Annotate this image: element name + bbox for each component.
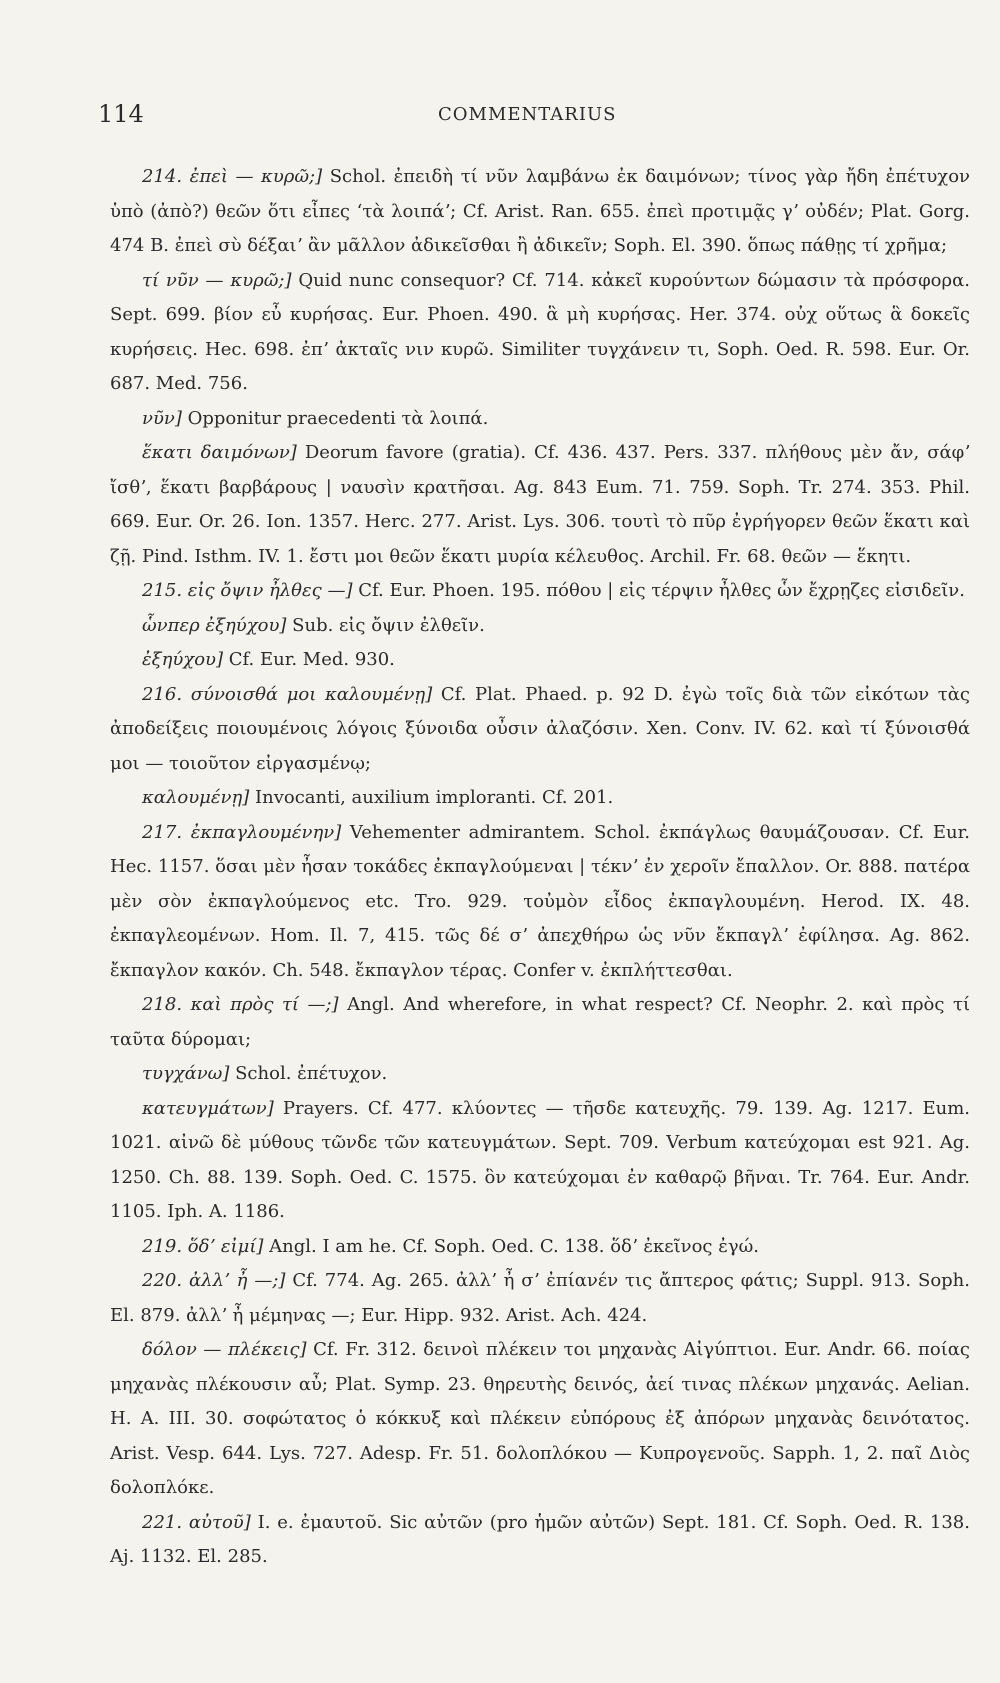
note-215-hon xyxy=(110,609,970,644)
note-lemma: 217. ἐκπαγλουμένην] xyxy=(142,821,342,843)
note-text: Invocanti, auxilium imploranti. Cf. 201. xyxy=(249,787,614,808)
note-text: Prayers. Cf. 477. κλύοντες — τῆσδε κατευχῆς. 79. 139. Ag. 1217. Eum. 1021. αἰνῶ δὲ μύθους τῶνδε τῶν κατευγμάτων. Sept. 709. Verbum κατεύχομαι est 921. Ag. 1250. Ch. 88. 139. Soph. Oed. C. 1575. ὃν κατεύχομαι ἐν καθαρῷ βῆναι. Tr. 764. Eur. Andr. 1105. Iph. A. 1186. xyxy=(110,1097,970,1222)
note-text: Sub. εἰς ὄψιν ἐλθεῖν. xyxy=(286,614,485,636)
commentary-body xyxy=(110,160,970,1575)
note-lemma: 219. ὅδʼ εἰμί] xyxy=(142,1235,264,1257)
note-text: Cf. Eur. Phoen. 195. πόθου | εἰς τέρψιν ἦλθες ὧν ἔχρῃζες εἰσιδεῖν. xyxy=(352,580,965,601)
note-215 xyxy=(110,574,970,609)
note-text: Quid nunc consequor? Cf. 714. κἀκεῖ κυρούντων δώμασιν τὰ πρόσφορα. Sept. 699. βίον εὖ κυρήσας. Eur. Phoen. 490. ἃ μὴ κυρήσας. Her. 374. οὐχ οὕτως ἃ δοκεῖς κυρήσεις. Hec. 698. ἐπʼ ἀκταῖς νιν κυρῶ. Similiter τυγχάνειν τι, Soph. Oed. R. 598. Eur. Or. 687. Med. 756. xyxy=(110,269,970,394)
note-lemma: δόλον — πλέκεις] xyxy=(142,1339,307,1360)
note-218 xyxy=(110,988,970,1057)
note-217 xyxy=(110,816,970,989)
note-214-tinyn xyxy=(110,264,970,402)
note-214 xyxy=(110,160,970,264)
note-215-exeuchou xyxy=(110,643,970,678)
note-text: Schol. ἐπέτυχον. xyxy=(229,1063,388,1084)
note-214-hekati xyxy=(110,436,970,574)
note-lemma: κατευγμάτων] xyxy=(142,1097,274,1119)
note-lemma: 220. ἀλλʼ ἦ —;] xyxy=(142,1270,286,1291)
note-lemma: 221. αὐτοῦ] xyxy=(142,1511,251,1533)
page-number: 114 xyxy=(98,100,144,128)
note-220-dolon xyxy=(110,1333,970,1506)
note-text: Cf. Fr. 312. δεινοὶ πλέκειν τοι μηχανὰς Αἰγύπτιοι. Eur. Andr. 66. ποίας μηχανὰς πλέκουσιν αὖ; Plat. Symp. 23. θηρευτὴς δεινός, ἀεί τινας πλέκων μηχανάς. Aelian. H. A. III. 30. σοφώτατος ὁ κόκκυξ καὶ πλέκειν εὐπόρους ἐξ ἀπόρων μηχανὰς δεινότατος. Arist. Vesp. 644. Lys. 727. Adesp. Fr. 51. δολοπλόκου — Κυπρογενοῦς. Sapph. 1, 2. παῖ Διὸς δολοπλόκε. xyxy=(110,1339,971,1498)
note-text: Opponitur praecedenti τὰ λοιπά. xyxy=(181,407,489,429)
note-lemma: τί νῦν — κυρῶ;] xyxy=(142,269,292,291)
note-216 xyxy=(110,678,970,782)
note-lemma: νῦν] xyxy=(142,407,182,429)
note-text: Schol. ἐπειδὴ τί νῦν λαμβάνω ἐκ δαιμόνων; τίνος γὰρ ἤδη ἐπέτυχον ὑπὸ (ἀπὸ?) θεῶν ὅτι εἶπες ʻτὰ λοιπάʼ; Cf. Arist. Ran. 655. ἐπεὶ προτιμᾷς γʼ οὐδέν; Plat. Gorg. 474 B. ἐπεὶ σὺ δέξαιʼ ἂν μᾶλλον ἀδικεῖσθαι ἢ ἀδικεῖν; Soph. El. 390. ὅπως πάθῃς τί χρῆμα; xyxy=(110,166,970,256)
note-lemma: ὧνπερ ἐξηύχου] xyxy=(142,614,287,636)
note-lemma: τυγχάνω] xyxy=(142,1063,230,1084)
note-text: I. e. ἐμαυτοῦ. Sic αὐτῶν (pro ἡμῶν αὐτῶν) Sept. 181. Cf. Soph. Oed. R. 138. Aj. 1132. El. 285. xyxy=(110,1511,970,1567)
note-lemma: 214. ἐπεὶ — κυρῶ;] xyxy=(142,166,323,187)
note-214-nyn xyxy=(110,402,970,437)
page-header xyxy=(98,100,1000,130)
note-text: Cf. 774. Ag. 265. ἀλλʼ ἦ σʼ ἐπίανέν τις ἄπτερος φάτις; Suppl. 913. Soph. El. 879. ἀλλʼ ἦ μέμηνας —; Eur. Hipp. 932. Arist. Ach. 424. xyxy=(110,1270,970,1326)
note-lemma: ἕκατι δαιμόνων] xyxy=(142,442,297,463)
note-text: Angl. And wherefore, in what respect? Cf. Neophr. 2. καὶ πρὸς τί ταῦτα δύρομαι; xyxy=(110,994,970,1050)
note-218-kateugmaton xyxy=(110,1092,970,1230)
note-lemma: καλουμένῃ] xyxy=(142,787,250,808)
note-lemma: 215. εἰς ὄψιν ἦλθες —] xyxy=(142,580,353,601)
running-head: COMMENTARIUS xyxy=(438,104,617,125)
note-text: Cf. Plat. Phaed. p. 92 D. ἐγὼ τοῖς διὰ τῶν εἰκότων τὰς ἀποδείξεις ποιουμένοις λόγοις ξύνοιδα οὖσιν ἀλαζόσιν. Xen. Conv. IV. 62. καὶ τί ξύνοισθά μοι — τοιοῦτον εἰργασμένῳ; xyxy=(110,683,971,774)
note-lemma: ἐξηύχου] xyxy=(142,649,224,670)
note-text: Deorum favore (gratia). Cf. 436. 437. Pers. 337. πλήθους μὲν ἄν, σάφʼ ἴσθʼ, ἕκατι βαρβάρους | ναυσὶν κρατῆσαι. Ag. 843 Eum. 71. 759. Soph. Tr. 274. 353. Phil. 669. Eur. Or. 26. Ion. 1357. Herc. 277. Arist. Lys. 306. τουτὶ τὸ πῦρ ἐγρήγορεν θεῶν ἕκατι καὶ ζῇ. Pind. Isthm. IV. 1. ἔστι μοι θεῶν ἕκατι μυρία κέλευθος. Archil. Fr. 68. θεῶν — ἕκητι. xyxy=(110,442,970,567)
note-218-tynchano xyxy=(110,1057,970,1092)
note-text: Cf. Eur. Med. 930. xyxy=(223,649,395,670)
note-216-kaloumene xyxy=(110,781,970,816)
note-220 xyxy=(110,1264,970,1333)
note-lemma: 218. καὶ πρὸς τί —;] xyxy=(142,994,339,1015)
note-text: Vehementer admirantem. Schol. ἐκπάγλως θαυμάζουσαν. Cf. Eur. Hec. 1157. ὅσαι μὲν ἦσαν τοκάδες ἐκπαγλούμεναι | τέκνʼ ἐν χεροῖν ἔπαλλον. Or. 888. πατέρα μὲν σὸν ἐκπαγλούμενος etc. Tro. 929. τοὐμὸν εἶδος ἐκπαγλουμένη. Herod. IX. 48. ἐκπαγλεομένων. Hom. Il. 7, 415. τῶς δέ σʼ ἀπεχθήρω ὡς νῦν ἔκπαγλʼ ἐφίλησα. Ag. 862. ἔκπαγλον κακόν. Ch. 548. ἔκπαγλον τέρας. Confer v. ἐκπλήττεσθαι. xyxy=(110,821,970,981)
note-text: Angl. I am he. Cf. Soph. Oed. C. 138. ὅδʼ ἐκεῖνος ἐγώ. xyxy=(263,1235,760,1257)
note-219 xyxy=(110,1230,970,1265)
note-lemma: 216. σύνοισθά μοι καλουμένῃ] xyxy=(142,683,433,705)
note-221 xyxy=(110,1506,970,1575)
